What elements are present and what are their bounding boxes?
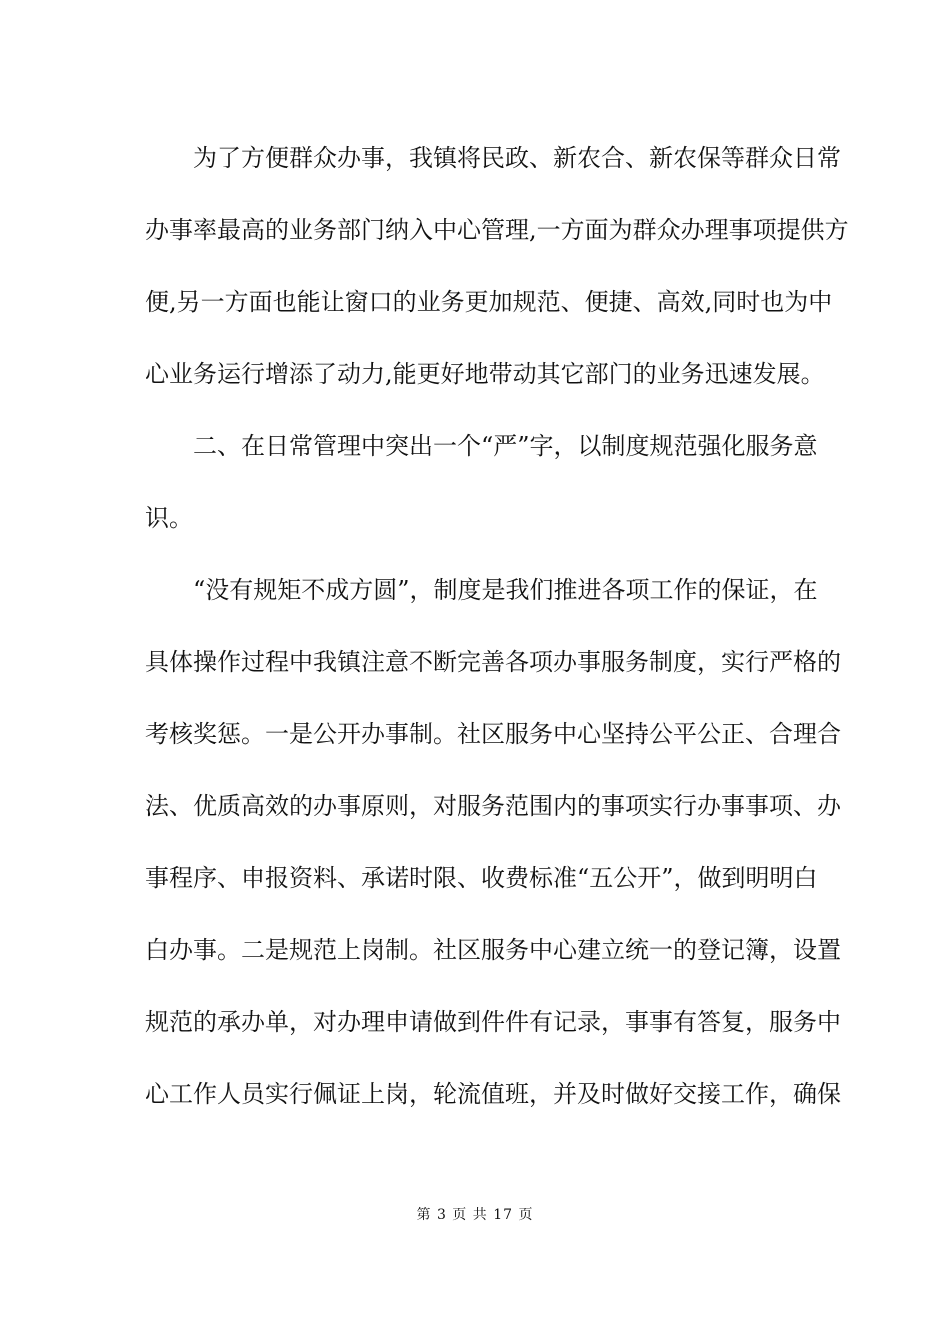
paragraph-line: 识。 [145, 504, 193, 532]
paragraph-line: 考核奖惩。一是公开办事制。社区服务中心坚持公平公正、合理合 [145, 720, 841, 748]
paragraph-3 [145, 564, 841, 1140]
paragraph-2 [145, 420, 818, 564]
paragraph-1 [145, 132, 849, 420]
paragraph-line: 办事率最高的业务部门纳入中心管理,一方面为群众办理事项提供方 [145, 216, 849, 244]
paragraph-line: 规范的承办单，对办理申请做到件件有记录，事事有答复，服务中 [145, 1008, 841, 1036]
body-text [145, 132, 849, 1140]
paragraph-line: 心工作人员实行佩证上岗，轮流值班，并及时做好交接工作，确保 [145, 1080, 841, 1108]
paragraph-line: 事程序、申报资料、承诺时限、收费标准“五公开”，做到明明白 [145, 864, 818, 892]
paragraph-line: 便,另一方面也能让窗口的业务更加规范、便捷、高效,同时也为中 [145, 288, 833, 316]
page-number-footer: 第 3 页 共 17 页 [416, 1207, 534, 1223]
paragraph-line: 具体操作过程中我镇注意不断完善各项办事服务制度，实行严格的 [145, 648, 841, 676]
paragraph-line: 二、在日常管理中突出一个“严”字，以制度规范强化服务意 [193, 432, 818, 460]
paragraph-line: 白办事。二是规范上岗制。社区服务中心建立统一的登记簿，设置 [145, 936, 841, 964]
paragraph-line: 心业务运行增添了动力,能更好地带动其它部门的业务迅速发展。 [145, 360, 825, 388]
paragraph-line: 为了方便群众办事，我镇将民政、新农合、新农保等群众日常 [193, 144, 841, 172]
paragraph-line: 法、优质高效的办事原则，对服务范围内的事项实行办事事项、办 [145, 792, 841, 820]
paragraph-line: “没有规矩不成方圆”，制度是我们推进各项工作的保证，在 [193, 576, 818, 604]
